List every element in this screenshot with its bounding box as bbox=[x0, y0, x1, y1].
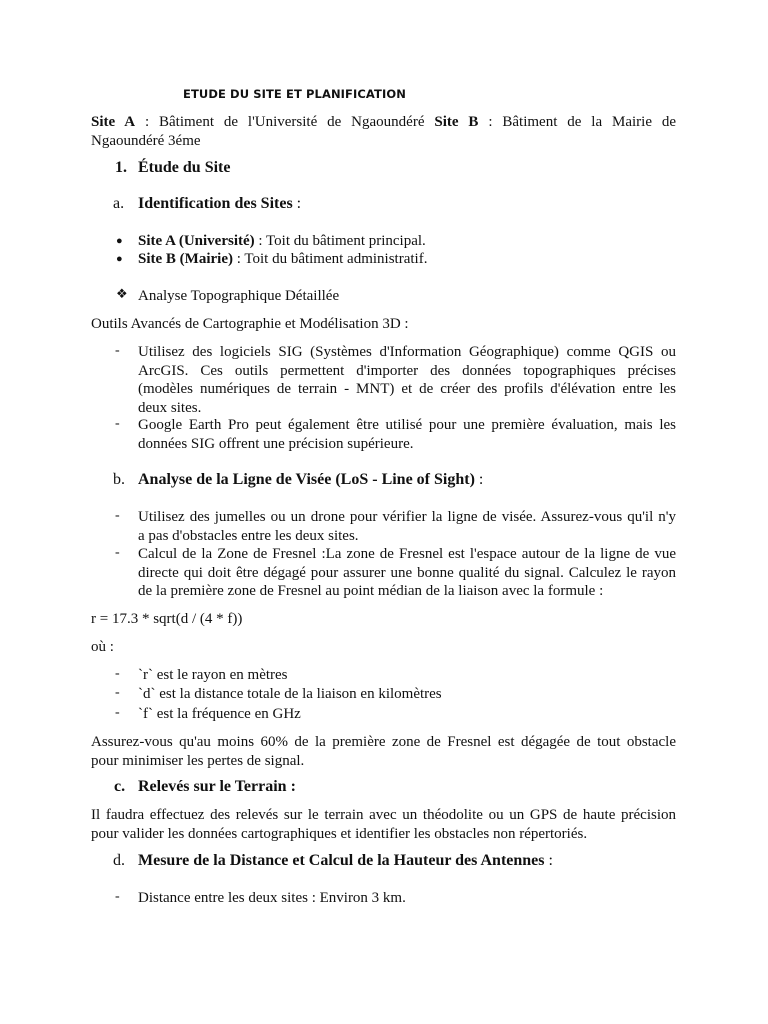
fresnel-paragraph: Assurez-vous qu'au moins 60% de la première zone de Fresnel est dégagée de tout obstacle pour minimiser les pertes de signal. bbox=[91, 734, 676, 769]
diamond-bullet-icon: ❖ bbox=[116, 287, 128, 302]
sites-line-2: Ngaoundéré 3éme bbox=[91, 133, 201, 149]
sites-line: Site A : Bâtiment de l'Université de Ngaoundéré Site B : Bâtiment de la Mairie de bbox=[91, 114, 677, 130]
outils-heading: Outils Avancés de Cartographie et Modélisation 3D : bbox=[91, 316, 409, 332]
formula-legend-heading: où : bbox=[91, 639, 114, 655]
fresnel-formula: r = 17.3 * sqrt(d / (4 * f)) bbox=[91, 611, 243, 627]
document-title: ETUDE DU SITE ET PLANIFICATION bbox=[183, 87, 406, 101]
terrain-paragraph: Il faudra effectuez des relevés sur le terrain avec un théodolite ou un GPS de haute précision pour valider les données cartographiques et identifier les obstacles non répertoriés. bbox=[91, 807, 676, 842]
